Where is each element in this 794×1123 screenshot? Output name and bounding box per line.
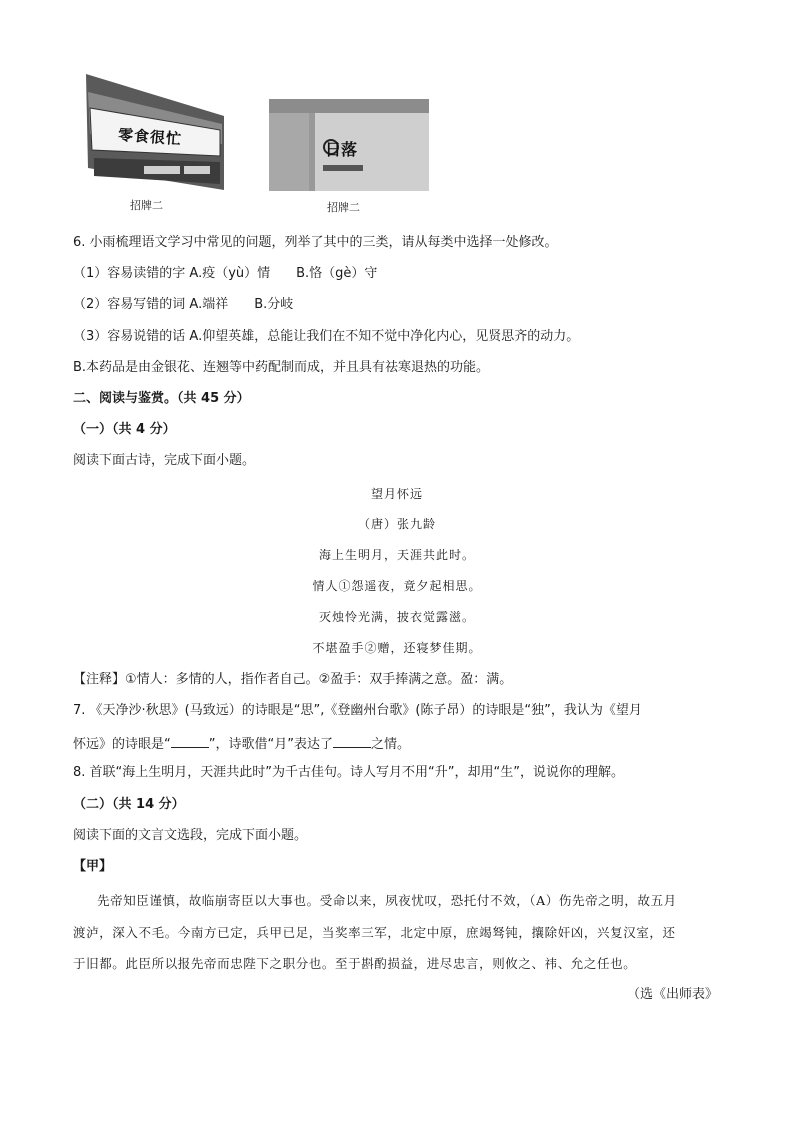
sign-1-caption: 招牌二: [130, 199, 163, 212]
q7-line-2-part-c: 之情。: [370, 737, 410, 752]
passage-line-1: 先帝知臣谨慎，故临崩寄臣以大事也。受命以来，夙夜忧叹，恐托付不效，（A）伤先帝之明，故五月: [97, 893, 677, 908]
poem-note: 【注释】①情人：多情的人，指作者自己。②盈手：双手捧满之意。盈：满。: [73, 672, 513, 687]
q7-blank-2[interactable]: [333, 733, 371, 748]
poem-line-1: 海上生明月，天涯共此时。: [318, 548, 475, 562]
passage-source: （选《出师表》: [626, 987, 718, 1002]
sign-1-text: 零食很忙: [117, 125, 183, 149]
q7-line-2: [73, 733, 410, 754]
q6-item-3: （3）容易说错的话 A.仰望英雄，总能让我们在不知不觉中净化内心，见贤思齐的动力。: [73, 329, 580, 344]
poem-title: 望月怀远: [370, 487, 423, 501]
passage-line-2: 渡泸，深入不毛。今南方已定，兵甲已足，当奖率三军，北定中原，庶竭驽钝，攘除奸凶，兴复汉室，还: [73, 925, 676, 940]
poem-line-4: 不堪盈手②赠，还寝梦佳期。: [312, 641, 482, 655]
q7-line-1: 7. 《天净沙·秋思》(马致远）的诗眼是“思”,《登幽州台歌》(陈子昂）的诗眼是“独”，我认为《望月: [73, 703, 642, 718]
passage-jia-label: 【甲】: [73, 859, 113, 874]
q6-item-2: （2）容易写错的词 A.端祥 B.分岐: [73, 297, 294, 312]
sign-2-caption: 招牌二: [327, 201, 360, 214]
poem-author: （唐）张九龄: [357, 517, 436, 531]
poem-line-3: 灭烛怜光满，披衣觉露滋。: [318, 610, 475, 624]
q7-line-2-part-a: 怀远》的诗眼是“: [73, 737, 171, 752]
passage-line-3: 于旧都。此臣所以报先帝而忠陛下之职分也。至于斟酌损益，进尽忠言，则攸之、祎、允之任也。: [73, 956, 637, 971]
part-1-heading: （一）（共 4 分）: [73, 422, 176, 437]
sign-2-text: 日落: [325, 140, 358, 159]
section-2-heading: 二、阅读与鉴赏。（共 45 分）: [73, 391, 250, 406]
q8: 8. 首联“海上生明月，天涯共此时”为千古佳句。诗人写月不用“升”，却用“生”，说说你的理解。: [73, 765, 624, 780]
poem-line-2: 情人①怨遥夜，竟夕起相思。: [312, 579, 482, 593]
q6-stem: 6. 小雨梳理语文学习中常见的问题，列举了其中的三类，请从每类中选择一处修改。: [73, 235, 558, 250]
q6-item-1: （1）容易读错的字 A.疫（yù）情 B.恪（gè）守: [73, 266, 378, 281]
q6-item-3b: B.本药品是由金银花、连翘等中药配制而成，并且具有祛寒退热的功能。: [73, 360, 490, 375]
q7-blank-1[interactable]: [171, 733, 209, 748]
sign-photo-1: [84, 72, 226, 192]
part-2-heading: （二）（共 14 分）: [73, 797, 185, 812]
sign-photo-2: [269, 99, 429, 191]
q7-line-2-part-b: ”，诗歌借“月”表达了: [208, 737, 333, 752]
part-1-instruction: 阅读下面古诗，完成下面小题。: [73, 453, 256, 468]
part-2-instruction: 阅读下面的文言文选段，完成下面小题。: [73, 828, 308, 843]
